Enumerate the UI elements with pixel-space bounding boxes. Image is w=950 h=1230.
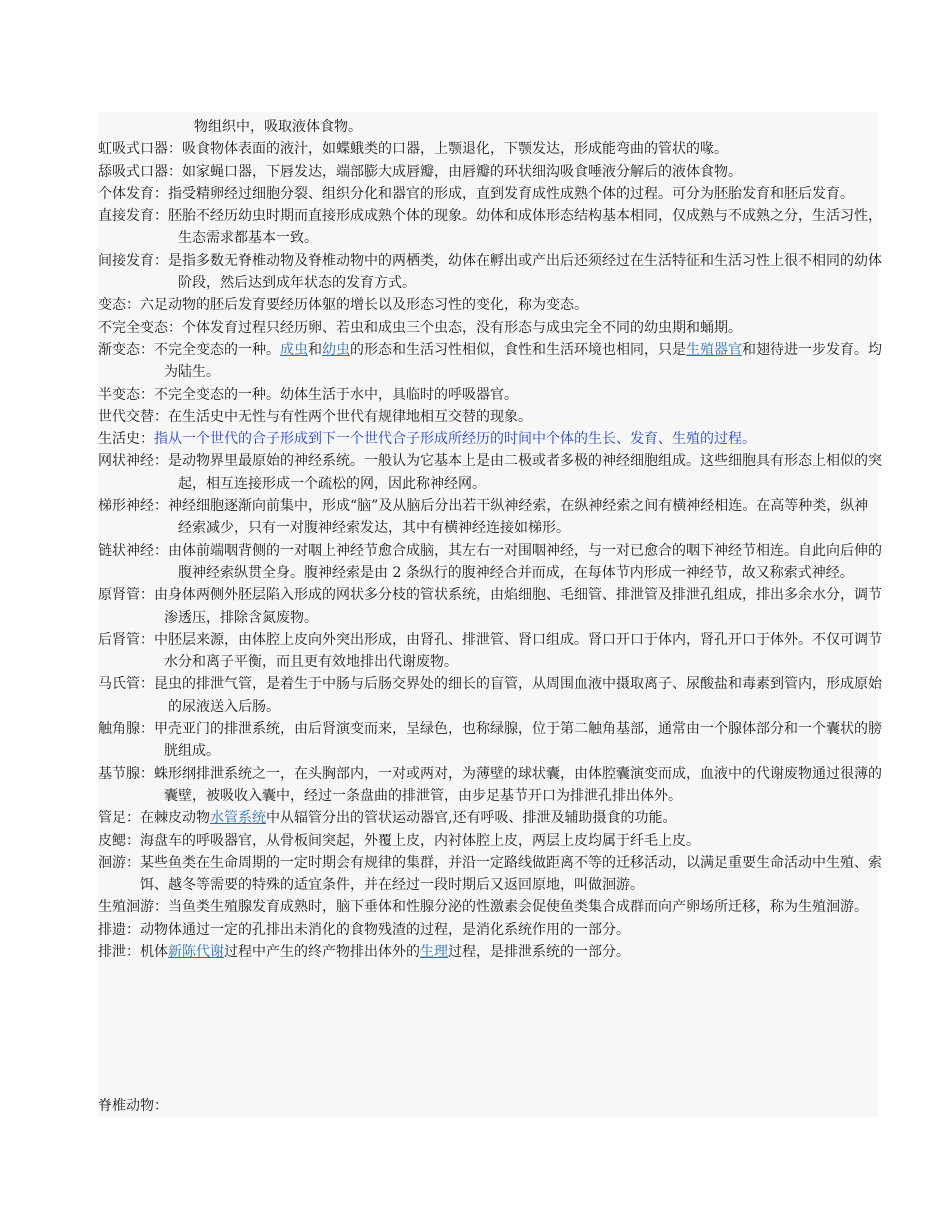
glossary-entry <box>98 673 882 718</box>
glossary-term: 排泄： <box>98 943 140 960</box>
glossary-term: 生活史： <box>98 431 154 448</box>
glossary-definition: 个体发育过程只经历卵、若虫和成虫三个虫态，没有形态与成虫完全不同的幼虫期和蛹期。 <box>182 319 742 336</box>
glossary-link[interactable]: 生理 <box>420 943 448 960</box>
glossary-entry <box>98 250 882 295</box>
glossary-definition: 中胚层来源，由体腔上皮向外突出形成，由肾孔、排泄管、肾口组成。肾口开口于体内，肾孔开口于体外。不仅可调节水分和离子平衡，而且更有效地排出代谢废物。 <box>154 631 882 671</box>
glossary-entry <box>98 406 882 428</box>
glossary-entry <box>98 540 882 585</box>
glossary-text: 机体 <box>140 943 168 960</box>
glossary-term: 马氏管： <box>98 676 154 693</box>
glossary-entry <box>98 384 882 406</box>
glossary-definition: 当鱼类生殖腺发育成熟时，脑下垂体和性腺分泌的性激素会促使鱼类集合成群而向产卵场所迁移，称为生殖洄游。 <box>168 899 868 916</box>
glossary-definition: 吸食物体表面的液汁，如蝶蛾类的口器，上颚退化，下颚发达，形成能弯曲的管状的喙。 <box>182 141 728 158</box>
glossary-link[interactable]: 新陈代谢 <box>168 943 224 960</box>
glossary-entry <box>98 629 882 674</box>
section-heading-vertebrates: 脊椎动物： <box>98 1098 168 1114</box>
glossary-term: 半变态： <box>98 386 154 403</box>
glossary-entry <box>98 205 882 250</box>
glossary-text: 过程中产生的终产物排出体外的 <box>224 943 420 960</box>
glossary-term: 变态： <box>98 297 140 314</box>
glossary-term: 个体发育： <box>98 185 168 202</box>
glossary-term: 舔吸式口器： <box>98 163 182 180</box>
glossary-definition: 蛛形纲排泄系统之一，在头胸部内，一对或两对，为薄壁的球状囊，由体腔囊演变而成，血液中的代谢废物通过很薄的囊壁，被吸收入囊中，经过一条盘曲的排泄管，由步足基节开口为排泄孔排出体外。 <box>154 765 882 804</box>
glossary-term: 皮鳃： <box>98 832 140 849</box>
glossary-entry <box>98 807 882 829</box>
glossary-entry <box>98 161 882 183</box>
glossary-definition: 某些鱼类在生命周期的一定时期会有规律的集群，并沿一定路线做距离不等的迁移活动，以满足重要生命活动中生殖、索饵、越冬等需要的特殊的适宜条件，并在经过一段时期后又返回原地，叫做洄游。 <box>140 854 882 894</box>
glossary-term: 原肾管： <box>98 587 154 604</box>
glossary-content <box>98 116 882 963</box>
glossary-term: 渐变态： <box>98 341 154 358</box>
glossary-entry <box>98 718 882 763</box>
glossary-term: 基节腺： <box>98 765 154 782</box>
glossary-definition: 由身体两侧外胚层陷入形成的网状多分枝的管状系统，由焰细胞、毛细管、排泄管及排泄孔组成，排出多余水分，调节渗透压，排除含氮废物。 <box>154 587 882 626</box>
glossary-entry <box>98 584 882 629</box>
glossary-term: 直接发育： <box>98 208 168 225</box>
glossary-definition: 六足动物的胚后发育要经历体躯的增长以及形态习性的变化，称为变态。 <box>140 297 588 314</box>
glossary-term: 生殖洄游： <box>98 899 168 916</box>
glossary-definition: 由体前端咽背侧的一对咽上神经节愈合成脑，其左右一对围咽神经，与一对已愈合的咽下神经节相连。自此向后伸的腹神经索纵贯全身。腹神经索是由 2 条纵行的腹神经合并而成，在每体节内形成一神经节，故又称索式神经。 <box>168 542 882 581</box>
glossary-definition: 是动物界里最原始的神经系统。一般认为它基本上是由二极或者多极的神经细胞组成。这些细胞具有形态上相似的突起，相互连接形成一个疏松的网，因此称神经网。 <box>168 453 882 492</box>
glossary-text: 在棘皮动物 <box>140 810 210 827</box>
glossary-term: 网状神经： <box>98 453 168 470</box>
document-page <box>98 112 882 1117</box>
glossary-term: 触角腺： <box>98 721 154 738</box>
glossary-link[interactable]: 幼虫 <box>322 341 350 358</box>
glossary-text: 的形态和生活习性相似，食性和生活环境也相同，只是 <box>350 341 686 358</box>
glossary-definition: 神经细胞逐渐向前集中，形成“脑”及从脑后分出若干纵神经索，在纵神经索之间有横神经相连。在高等种类，纵神经索减少，只有一对腹神经索发达，其中有横神经连接如梯形。 <box>168 498 869 537</box>
glossary-entry <box>98 830 882 852</box>
glossary-definition: 是指多数无脊椎动物及脊椎动物中的两栖类，幼体在孵出或产出后还须经过在生活特征和生活习性上很不相同的幼体阶段，然后达到成年状态的发育方式。 <box>168 252 882 292</box>
glossary-entry <box>98 183 882 205</box>
glossary-entry <box>98 763 882 808</box>
glossary-term: 间接发育： <box>98 252 168 269</box>
glossary-term: 排遗： <box>98 921 140 938</box>
glossary-term: 后肾管： <box>98 631 154 648</box>
glossary-entry <box>98 852 882 897</box>
glossary-definition: 动物体通过一定的孔排出未消化的食物残渣的过程，是消化系统作用的一部分。 <box>140 921 630 938</box>
glossary-definition: 海盘车的呼吸器官，从骨板间突起，外覆上皮，内衬体腔上皮，两层上皮均属于纤毛上皮。 <box>140 832 700 849</box>
glossary-definition: 昆虫的排泄气管，是着生于中肠与后肠交界处的细长的盲管，从周围血液中摄取离子、尿酸盐和毒素到管内，形成原始的尿液送入后肠。 <box>154 676 882 715</box>
glossary-text: 中从辐管分出的管状运动器官,还有呼吸、排泄及辅助摄食的功能。 <box>266 810 677 827</box>
glossary-text: 和 <box>308 341 322 358</box>
glossary-definition: 甲壳亚门的排泄系统，由后肾演变而来，呈绿色，也称绿腺，位于第二触角基部，通常由一个腺体部分和一个囊状的膀胱组成。 <box>154 721 882 760</box>
glossary-entry <box>98 495 882 540</box>
continuation-line: 物组织中，吸取液体食物。 <box>194 119 362 135</box>
glossary-entry <box>98 941 882 963</box>
glossary-entry <box>98 317 882 339</box>
glossary-entry <box>98 428 882 450</box>
glossary-definition: 胚胎不经历幼虫时期而直接形成成熟个体的现象。幼体和成体形态结构基本相同，仅成熟与不成熟之分，生活习性，生态需求都基本一致。 <box>168 208 882 247</box>
glossary-link[interactable]: 水管系统 <box>210 810 266 827</box>
glossary-entry <box>98 138 882 160</box>
glossary-term: 洄游： <box>98 854 140 871</box>
glossary-list <box>98 138 882 963</box>
glossary-text: 过程，是排泄系统的一部分。 <box>448 943 630 960</box>
glossary-definition: 如家蝇口器，下唇发达，端部膨大成唇瓣，由唇瓣的环状细沟吸食唾液分解后的液体食物。 <box>182 163 742 180</box>
glossary-term: 管足： <box>98 810 140 827</box>
glossary-definition: 指受精卵经过细胞分裂、组织分化和器官的形成，直到发育成性成熟个体的过程。可分为胚胎发育和胚后发育。 <box>168 185 854 202</box>
glossary-term: 世代交替： <box>98 408 168 425</box>
glossary-entry <box>98 294 882 316</box>
glossary-term: 虹吸式口器： <box>98 141 182 158</box>
glossary-entry <box>98 919 882 941</box>
glossary-term: 梯形神经： <box>98 498 168 515</box>
glossary-term: 不完全变态： <box>98 319 182 336</box>
glossary-entry <box>98 339 882 384</box>
glossary-definition: 指从一个世代的合子形成到下一个世代合子形成所经历的时间中个体的生长、发育、生殖的过程。 <box>154 431 756 448</box>
glossary-link[interactable]: 生殖器官 <box>686 341 742 358</box>
glossary-text: 不完全变态的一种。 <box>154 341 280 358</box>
glossary-entry <box>98 896 882 918</box>
glossary-link[interactable]: 成虫 <box>280 341 308 358</box>
glossary-definition: 在生活史中无性与有性两个世代有规律地相互交替的现象。 <box>168 408 532 425</box>
glossary-term: 链状神经： <box>98 542 168 559</box>
glossary-text: 和翅待进一步发育。均为陆生。 <box>164 341 882 381</box>
glossary-definition: 不完全变态的一种。幼体生活于水中，具临时的呼吸器官。 <box>154 386 518 403</box>
glossary-entry <box>98 450 882 495</box>
